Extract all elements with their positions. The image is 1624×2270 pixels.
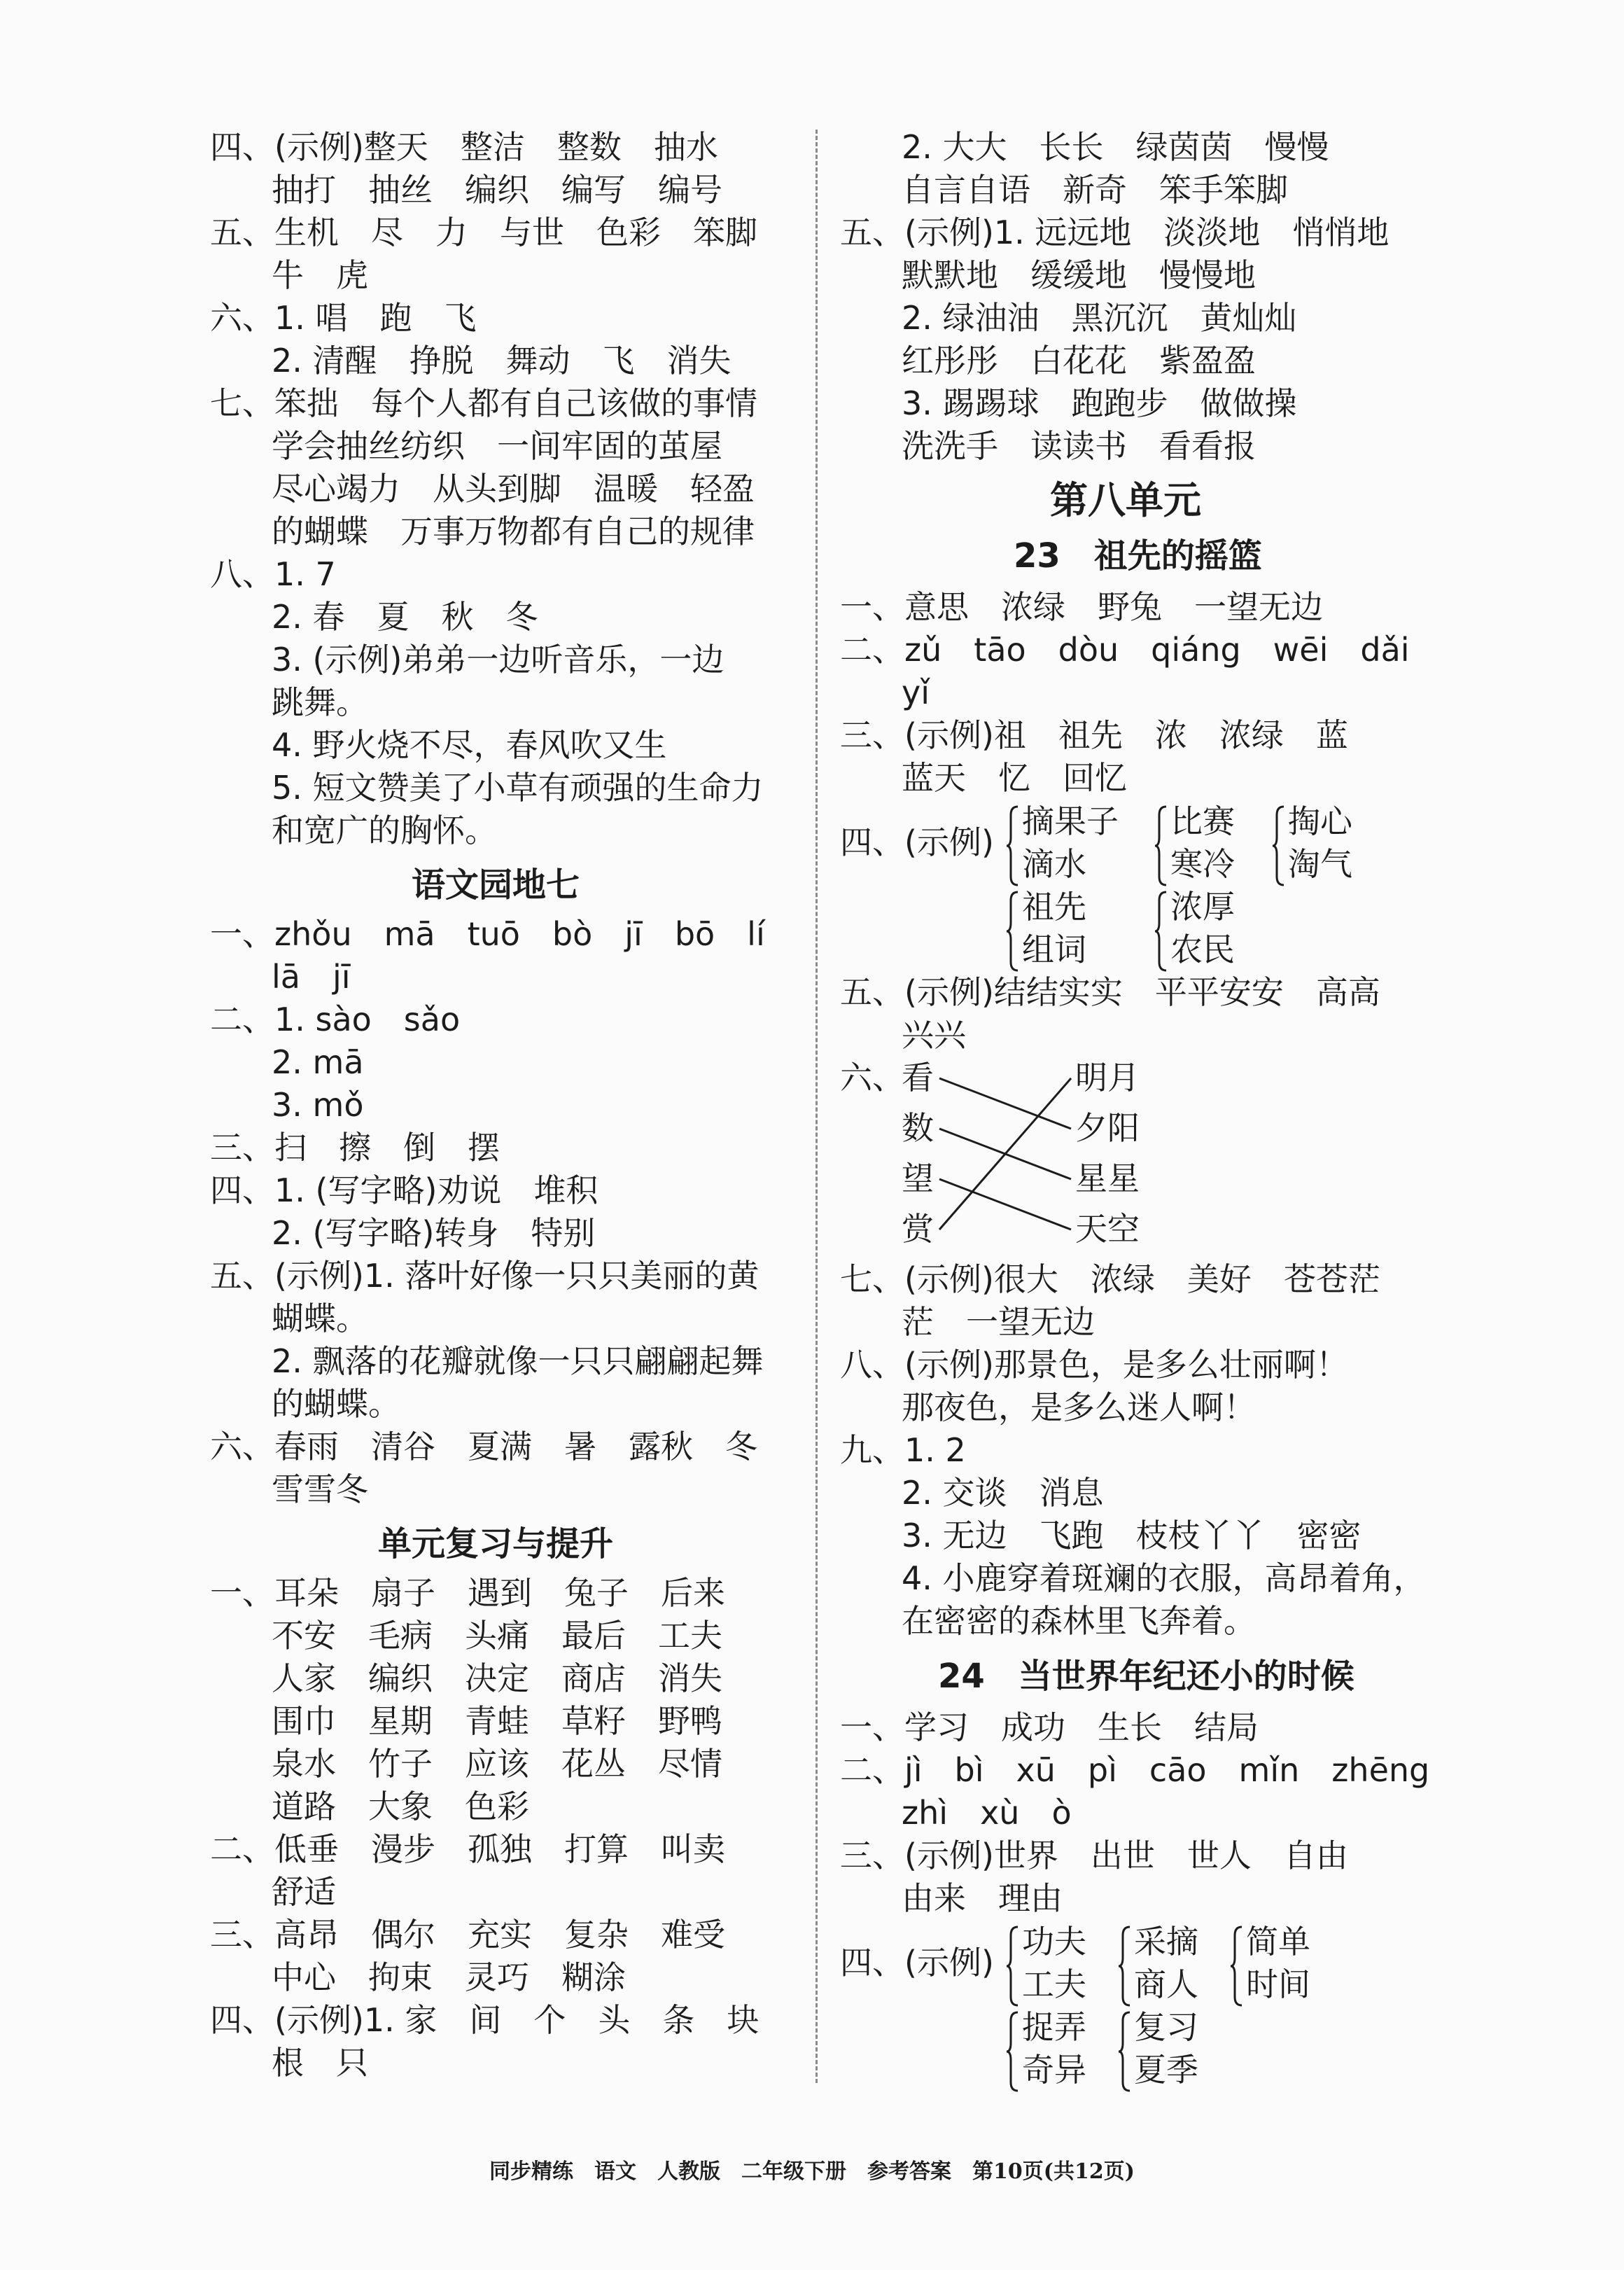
question-number: 六、 (840, 1059, 904, 1096)
answer-line: 三、(示例)世界 出世 世人 自由 (840, 1837, 1348, 1874)
word-pair-item: 组词 (1022, 931, 1086, 968)
word-pair-item: 摘果子 (1022, 802, 1119, 840)
answer-line: 跳舞。 (272, 683, 368, 721)
answer-line: 2. 春 夏 秋 冬 (272, 598, 538, 636)
match-left-item: 数 (902, 1109, 934, 1147)
answer-line: 2. 清醒 挣脱 舞动 飞 消失 (272, 342, 732, 380)
brace-icon (1117, 2011, 1131, 2092)
answer-line: 四、(示例)1. 家 间 个 头 条 块 (210, 2001, 760, 2039)
answer-line: 一、学习 成功 生长 结局 (840, 1708, 1259, 1746)
section-heading: 语文园地七 (412, 865, 580, 905)
answer-line: 四、(示例)整天 整洁 整数 抽水 (210, 128, 718, 166)
match-right-item: 明月 (1075, 1059, 1140, 1096)
answer-line: 学会抽丝纺织 一间牢固的茧屋 (272, 427, 722, 465)
answer-line: 2. 大大 长长 绿茵茵 慢慢 (902, 128, 1329, 166)
word-pair-item: 滴水 (1022, 845, 1086, 883)
answer-line: 二、jì bì xū pì cāo mǐn zhēng (840, 1751, 1430, 1789)
word-pair-item: 淘气 (1288, 845, 1352, 883)
answer-line: 3. 无边 飞跑 枝枝丫丫 密密 (902, 1517, 1362, 1554)
answer-line: 3. 踢踢球 跑跑步 做做操 (902, 384, 1297, 422)
answer-line: 六、春雨 清谷 夏满 暑 露秋 冬 (210, 1428, 757, 1465)
page-footer: 同步精练 语文 人教版 二年级下册 参考答案 第10页(共12页) (489, 2159, 1135, 2184)
answer-line: 五、(示例)1. 落叶好像一只只美丽的黄 (210, 1257, 760, 1295)
word-pair-item: 复习 (1134, 2008, 1198, 2046)
answer-line: 围巾 星期 青蛙 草籽 野鸭 (272, 1702, 722, 1740)
answer-line: 人家 编织 决定 商店 消失 (272, 1659, 722, 1697)
answer-line: 三、高昂 偶尔 充实 复杂 难受 (210, 1916, 725, 1954)
answer-line: 七、(示例)很大 浓绿 美好 苍苍茫 (840, 1260, 1380, 1298)
answer-line: 不安 毛病 头痛 最后 工夫 (272, 1617, 722, 1655)
answer-line: 默默地 缓缓地 慢慢地 (902, 256, 1256, 294)
answer-line: 抽打 抽丝 编织 编写 编号 (272, 171, 722, 209)
answer-line: 五、生机 尽 力 与世 色彩 笨脚 (210, 214, 757, 251)
answer-line: 舒适 (272, 1873, 336, 1911)
word-pair-item: 功夫 (1022, 1923, 1086, 1961)
answer-line: 2. (写字略)转身 特别 (272, 1214, 596, 1252)
answer-line: 茫 一望无边 (902, 1303, 1095, 1341)
brace-icon (1117, 1926, 1131, 2007)
word-pair-item: 简单 (1246, 1923, 1310, 1961)
column-divider (816, 130, 818, 2083)
answer-line: 一、意思 浓绿 野兔 一望无边 (840, 588, 1323, 626)
word-pair-item: 比赛 (1170, 802, 1235, 840)
word-pair-item: 浓厚 (1170, 888, 1235, 926)
answer-line: yǐ (902, 674, 930, 711)
answer-line: 二、1. sào sǎo (210, 1001, 461, 1038)
answer-line: 中心 拘束 灵巧 糊涂 (272, 1958, 626, 1996)
answer-line: 2. mā (272, 1043, 364, 1081)
match-left-item: 望 (902, 1160, 934, 1197)
word-pair-item: 夏季 (1134, 2051, 1198, 2089)
answer-line: 四、1. (写字略)劝说 堆积 (210, 1171, 598, 1209)
answer-line: 七、笨拙 每个人都有自己该做的事情 (210, 384, 757, 422)
word-pair-item: 采摘 (1134, 1923, 1198, 1961)
word-pair-item: 工夫 (1022, 1965, 1086, 2003)
match-line (939, 1179, 1071, 1230)
section-heading: 单元复习与提升 (378, 1524, 614, 1564)
match-lines (840, 0, 1456, 1330)
answer-line: 四、(示例) (840, 1944, 994, 1982)
answer-line: 2. 交谈 消息 (902, 1474, 1104, 1512)
answer-line: 蓝天 忆 回忆 (902, 759, 1127, 797)
answer-line: 在密密的森林里飞奔着。 (902, 1602, 1256, 1640)
answer-line: 4. 小鹿穿着斑斓的衣服，高昂着角， (902, 1559, 1426, 1597)
answer-line: 红彤彤 白花花 紫盈盈 (902, 342, 1256, 380)
answer-line: 九、1. 2 (840, 1431, 966, 1469)
answer-line: 泉水 竹子 应该 花丛 尽情 (272, 1745, 722, 1783)
unit-title: 第八单元 (1050, 478, 1201, 522)
answer-line: 尽心竭力 从头到脚 温暖 轻盈 (272, 470, 755, 508)
match-right-item: 天空 (1075, 1210, 1140, 1248)
answer-line: 五、(示例)结结实实 平平安安 高高 (840, 973, 1380, 1011)
answer-line: 二、低垂 漫步 孤独 打算 叫卖 (210, 1830, 725, 1868)
word-pair-item: 奇异 (1022, 2051, 1086, 2089)
lesson-title: 24 当世界年纪还小的时候 (938, 1657, 1354, 1696)
answer-line: 六、1. 唱 跑 飞 (210, 299, 477, 337)
word-pair-item: 商人 (1134, 1965, 1198, 2003)
brace-icon (1005, 2011, 1019, 2092)
match-left-item: 看 (902, 1059, 934, 1096)
answer-line: 一、耳朵 扇子 遇到 兔子 后来 (210, 1574, 725, 1612)
word-pair-item: 祖先 (1022, 888, 1086, 926)
match-left-item: 赏 (902, 1210, 934, 1248)
match-right-item: 星星 (1075, 1160, 1140, 1197)
answer-line: 2. 飘落的花瓣就像一只只翩翩起舞 (272, 1342, 764, 1380)
match-right-item: 夕阳 (1075, 1109, 1140, 1147)
brace-icon (1005, 1926, 1019, 2007)
answer-line: 蝴蝶。 (272, 1300, 368, 1337)
word-pair-item: 掏心 (1288, 802, 1352, 840)
answer-line: 五、(示例)1. 远远地 淡淡地 悄悄地 (840, 214, 1390, 251)
answer-line: 5. 短文赞美了小草有顽强的生命力 (272, 769, 764, 807)
brace-icon (1229, 1926, 1243, 2007)
answer-line: 四、(示例) (840, 823, 994, 861)
answer-line: 道路 大象 色彩 (272, 1788, 529, 1825)
answer-line: 二、zǔ tāo dòu qiáng wēi dǎi (840, 631, 1410, 669)
answer-line: 3. (示例)弟弟一边听音乐，一边 (272, 641, 724, 678)
answer-line: 八、(示例)那景色，是多么壮丽啊！ (840, 1346, 1348, 1384)
answer-line: 雪雪冬 (272, 1470, 368, 1508)
lesson-title: 23 祖先的摇篮 (1014, 536, 1262, 576)
word-pair-item: 农民 (1170, 931, 1235, 968)
word-pair-item: 捉弄 (1022, 2008, 1086, 2046)
word-pair-item: 时间 (1246, 1965, 1310, 2003)
answer-line: 2. 绿油油 黑沉沉 黄灿灿 (902, 299, 1297, 337)
answer-line: 自言自语 新奇 笨手笨脚 (902, 171, 1288, 209)
answer-line: 的蝴蝶 万事万物都有自己的规律 (272, 513, 755, 550)
match-line (939, 1078, 1071, 1230)
answer-line: 牛 虎 (272, 256, 368, 294)
answer-line: 一、zhǒu mā tuō bò jī bō lí (210, 915, 765, 953)
answer-line: 的蝴蝶。 (272, 1385, 400, 1423)
word-pair-item: 寒冷 (1170, 845, 1235, 883)
answer-line: 和宽广的胸怀。 (272, 812, 497, 849)
answer-line: 兴兴 (902, 1016, 966, 1054)
match-line (939, 1078, 1071, 1129)
answer-line: lā jī (272, 958, 351, 996)
answer-line: 那夜色，是多么迷人啊！ (902, 1388, 1256, 1426)
answer-line: 三、扫 擦 倒 摆 (210, 1129, 500, 1167)
answer-line: 3. mǒ (272, 1086, 364, 1124)
answer-line: 根 只 (272, 2044, 368, 2082)
answer-line: 八、1. 7 (210, 555, 336, 593)
answer-line: 4. 野火烧不尽，春风吹又生 (272, 726, 667, 764)
answer-line: 洗洗手 读读书 看看报 (902, 427, 1256, 465)
answer-line: 三、(示例)祖 祖先 浓 浓绿 蓝 (840, 716, 1348, 754)
answer-line: 由来 理由 (902, 1879, 1063, 1917)
answer-line: zhì xù ò (902, 1794, 1072, 1832)
